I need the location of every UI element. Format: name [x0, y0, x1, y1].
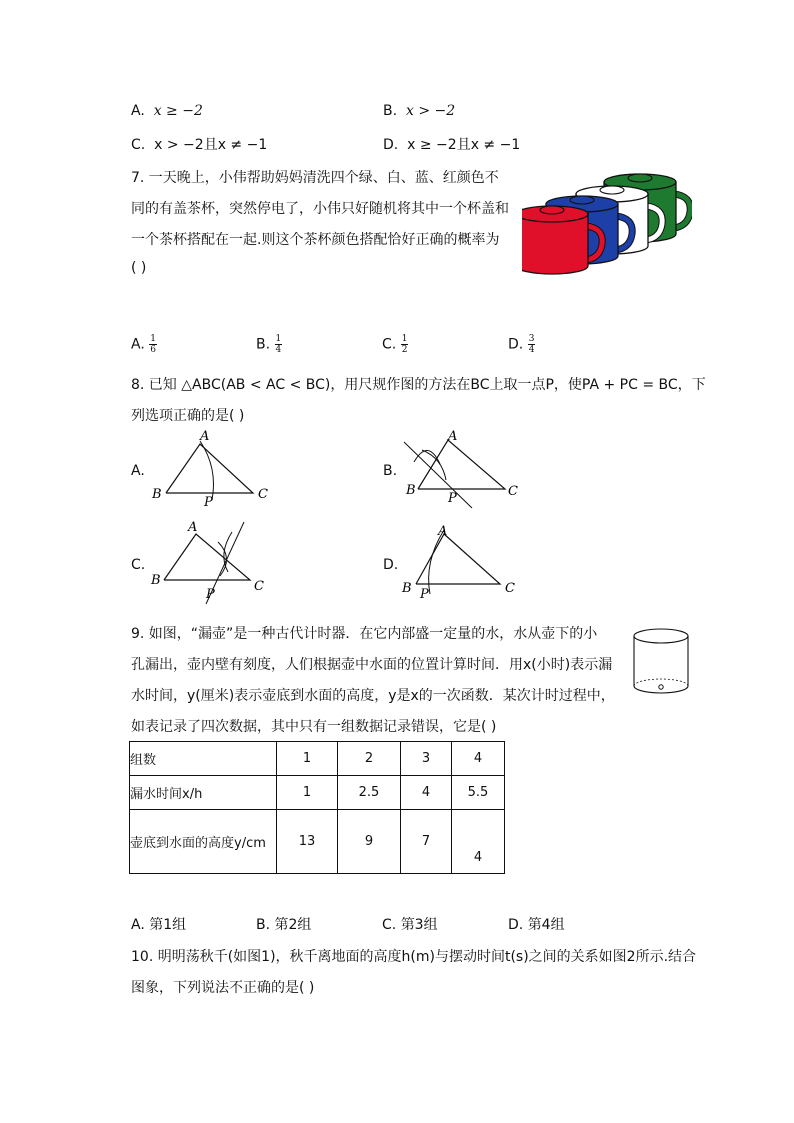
q8-text-line-1: 8. 已知 △ABC(AB < AC < BC)，用尺规作图的方法在BC上取一点P，使PA + PC = BC，下: [131, 377, 706, 393]
tea-cups-illustration: [522, 164, 692, 276]
q6-option-b[interactable]: B. x > −2: [383, 103, 456, 119]
q7-option-d[interactable]: D. $\frac{3}{4}$: [508, 334, 535, 355]
svg-text:B: B: [152, 487, 162, 502]
q7-option-b-fraction: $\frac{1}{4}$: [275, 334, 282, 355]
table-cell: 7: [401, 810, 452, 874]
q6-option-a[interactable]: A. x ≥ −2: [131, 103, 203, 119]
q9-data-table: [129, 741, 505, 874]
q8-figure-d: [400, 522, 530, 602]
q9-text-line-2: 孔漏出，壶内壁有刻度，人们根据壶中水面的位置计算时间．用x(小时)表示漏: [131, 657, 613, 673]
svg-text:B: B: [151, 573, 161, 588]
q8-figure-b: [400, 428, 530, 510]
svg-text:C: C: [505, 581, 515, 596]
q9-text-line-3: 水时间，y(厘米)表示壶底到水面的高度，y是x的一次函数．某次计时过程中，: [131, 688, 615, 704]
q7-option-d-fraction: $\frac{3}{4}$: [528, 334, 535, 355]
svg-text:C: C: [258, 487, 268, 502]
q9-option-b[interactable]: B. 第2组: [256, 917, 312, 933]
q8-figure-c: [148, 518, 278, 608]
q8-option-c[interactable]: C.: [131, 557, 146, 573]
q7-text-line-3: 一个茶杯搭配在一起.则这个茶杯颜色搭配恰好正确的概率为: [131, 232, 500, 248]
svg-text:C: C: [508, 484, 518, 499]
svg-text:A: A: [448, 429, 458, 444]
q7-option-c[interactable]: C. $\frac{1}{2}$: [382, 334, 408, 355]
q9-option-c[interactable]: C. 第3组: [382, 917, 438, 933]
svg-text:C: C: [254, 579, 264, 594]
q6-option-d-text: x ≥ −2且x ≠ −1: [407, 137, 521, 153]
q8-option-d[interactable]: D.: [383, 557, 399, 573]
q10-text-line-2: 图象，下列说法不正确的是( ): [131, 980, 315, 996]
q7-option-a[interactable]: A. $\frac{1}{6}$: [131, 334, 156, 355]
q7-option-b[interactable]: B. $\frac{1}{4}$: [256, 334, 282, 355]
table-cell: 13: [277, 810, 338, 874]
table-cell: 1: [277, 742, 338, 776]
table-cell: 1: [277, 776, 338, 810]
svg-text:P: P: [420, 587, 429, 602]
table-header-cell: 壶底到水面的高度y/cm: [130, 810, 277, 874]
svg-text:A: A: [438, 524, 448, 539]
svg-text:P: P: [204, 495, 213, 510]
q9-text-line-4: 如表记录了四次数据，其中只有一组数据记录错误，它是( ): [131, 719, 497, 735]
q9-text-line-1: 9. 如图，“漏壶”是一种古代计时器．在它内部盛一定量的水，水从壶下的小: [131, 626, 598, 642]
q6-option-b-text: x > −2: [405, 103, 456, 119]
q9-option-d[interactable]: D. 第4组: [508, 917, 565, 933]
table-cell: 4: [452, 742, 505, 776]
table-cell: 3: [401, 742, 452, 776]
table-cell: 4: [401, 776, 452, 810]
table-row: [130, 742, 505, 776]
q6-option-a-text: x ≥ −2: [153, 103, 203, 119]
table-row: [130, 776, 505, 810]
q8-option-b[interactable]: B.: [383, 463, 398, 479]
q6-option-c-text: x > −2且x ≠ −1: [154, 137, 268, 153]
table-header-cell: 漏水时间x/h: [130, 776, 277, 810]
table-cell: 5.5: [452, 776, 505, 810]
q7-text-line-1: 7. 一天晚上，小伟帮助妈妈清洗四个绿、白、蓝、红颜色不: [131, 170, 499, 186]
q7-text-line-2: 同的有盖茶杯，突然停电了，小伟只好随机将其中一个杯盖和: [131, 201, 509, 217]
table-cell: 2.5: [338, 776, 401, 810]
svg-text:A: A: [188, 520, 198, 535]
q8-figure-a: [148, 428, 278, 510]
svg-text:B: B: [406, 483, 416, 498]
q7-option-c-fraction: $\frac{1}{2}$: [401, 334, 408, 355]
q8-option-a[interactable]: A.: [131, 463, 145, 479]
q10-text-line-1: 10. 明明荡秋千(如图1)，秋千离地面的高度h(m)与摆动时间t(s)之间的关系如图2所示.结合: [131, 949, 697, 965]
table-row: [130, 810, 505, 874]
table-cell: 2: [338, 742, 401, 776]
svg-text:A: A: [200, 429, 210, 444]
q9-option-a[interactable]: A. 第1组: [131, 917, 187, 933]
table-header-cell: 组数: [130, 742, 277, 776]
svg-text:P: P: [448, 491, 457, 506]
svg-text:P: P: [206, 587, 215, 602]
q8-text-line-2: 列选项正确的是( ): [131, 408, 245, 424]
q7-answer-blank: ( ): [131, 260, 147, 276]
q6-option-c[interactable]: C. x > −2且x ≠ −1: [131, 137, 268, 153]
table-cell: 9: [338, 810, 401, 874]
q7-option-a-fraction: $\frac{1}{6}$: [150, 334, 156, 355]
svg-text:B: B: [402, 581, 412, 596]
table-cell: 4: [452, 810, 505, 874]
water-clock-illustration: [630, 624, 692, 700]
q6-option-d[interactable]: D. x ≥ −2且x ≠ −1: [383, 137, 521, 153]
